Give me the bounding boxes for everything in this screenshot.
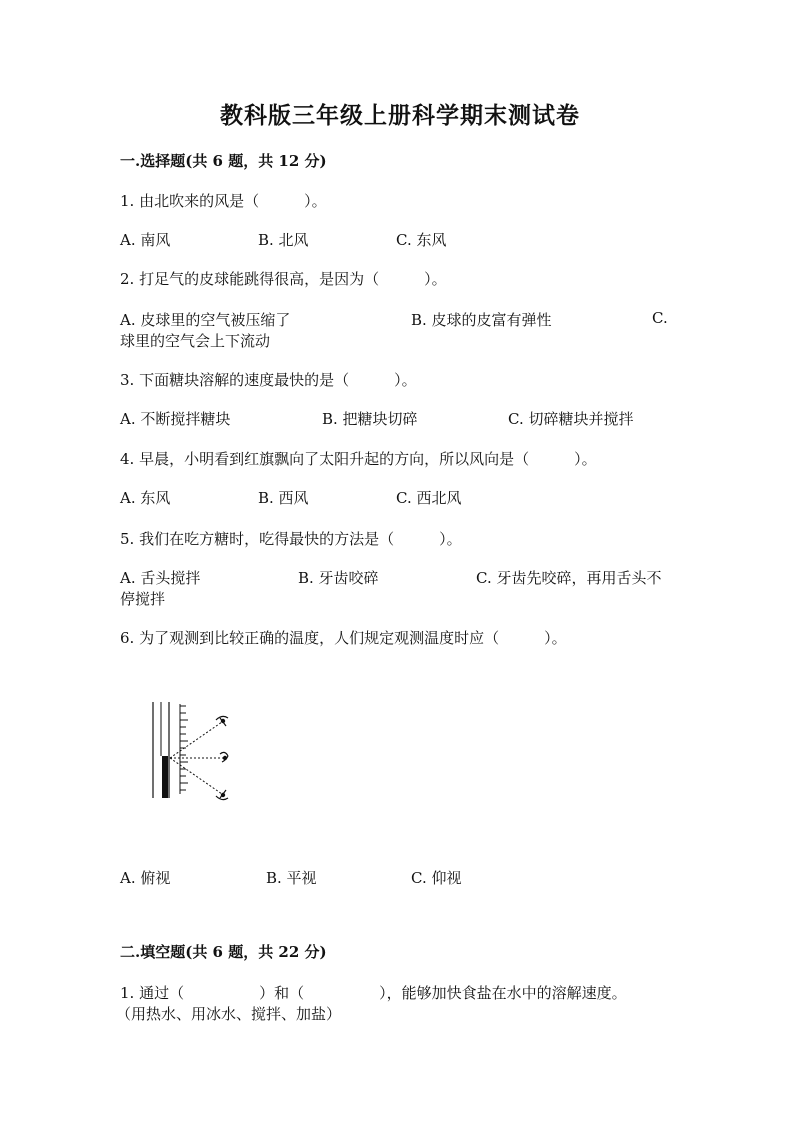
question-3-option-c: C. 切碎糖块并搅拌	[508, 410, 634, 428]
question-5-option-c-continuation: 停搅拌	[120, 590, 166, 608]
question-2-option-a: A. 皮球里的空气被压缩了	[120, 311, 291, 329]
question-4-stem: 4. 早晨，小明看到红旗飘向了太阳升起的方向，所以风向是（ ）。	[120, 450, 597, 468]
question-2-option-c-continuation: 球里的空气会上下流动	[120, 332, 271, 350]
question-1-option-b: B. 北风	[258, 231, 309, 249]
question-1-stem: 1. 由北吹来的风是（ ）。	[120, 192, 327, 210]
question-1-option-a: A. 南风	[120, 231, 171, 249]
thermometer-viewing-diagram-icon	[150, 700, 240, 804]
question-5-option-b: B. 牙齿咬碎	[298, 569, 379, 587]
question-5-option-c: C. 牙齿先咬碎，再用舌头不	[476, 569, 662, 587]
page-title: 教科版三年级上册科学期末测试卷	[220, 102, 580, 129]
question-2-option-c: C.	[652, 309, 668, 327]
question-5-stem: 5. 我们在吃方糖时，吃得最快的方法是（ ）。	[120, 530, 462, 548]
question-3-stem: 3. 下面糖块溶解的速度最快的是（ ）。	[120, 371, 417, 389]
question-6-stem: 6. 为了观测到比较正确的温度，人们规定观测温度时应（ ）。	[120, 629, 567, 647]
question-3-option-b: B. 把糖块切碎	[322, 410, 418, 428]
section-heading-fill: 二.填空题(共 6 题，共 22 分)	[120, 943, 327, 961]
section-heading-choice: 一.选择题(共 6 题，共 12 分)	[120, 152, 327, 170]
question-4-option-b: B. 西风	[258, 489, 309, 507]
question-4-option-a: A. 东风	[120, 489, 171, 507]
question-6-option-c: C. 仰视	[411, 869, 462, 887]
question-4-option-c: C. 西北风	[396, 489, 462, 507]
question-3-option-a: A. 不断搅拌糖块	[120, 410, 231, 428]
question-2-stem: 2. 打足气的皮球能跳得很高，是因为（ ）。	[120, 270, 447, 288]
fill-question-1-hint: （用热水、用冰水、搅拌、加盐）	[116, 1005, 342, 1023]
question-5-option-a: A. 舌头搅拌	[120, 569, 201, 587]
question-2-option-b: B. 皮球的皮富有弹性	[411, 311, 552, 329]
question-6-option-b: B. 平视	[266, 869, 317, 887]
question-6-option-a: A. 俯视	[120, 869, 171, 887]
fill-question-1-stem: 1. 通过（ ）和（ ），能够加快食盐在水中的溶解速度。	[120, 984, 627, 1002]
question-1-option-c: C. 东风	[396, 231, 447, 249]
